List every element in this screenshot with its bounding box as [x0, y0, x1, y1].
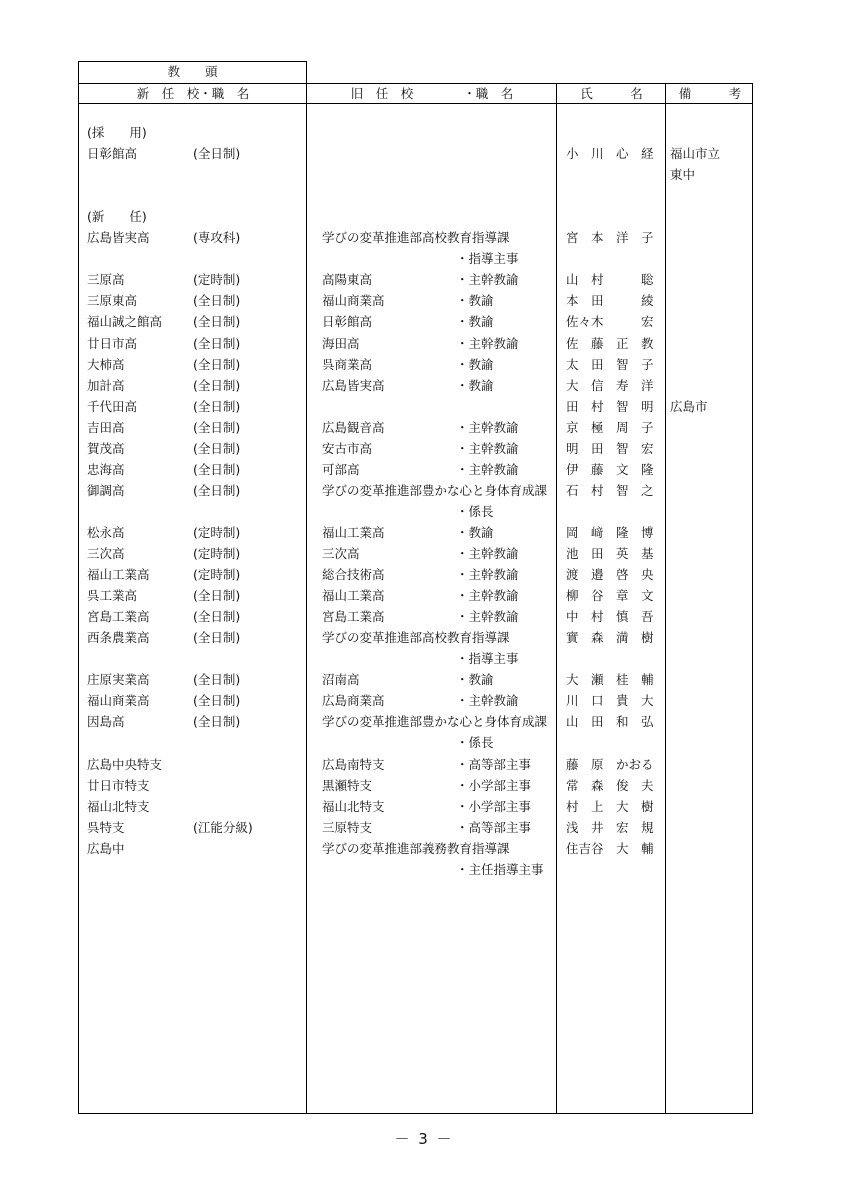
- former-position: ・主任指導主事: [456, 861, 544, 877]
- new-school: 三原高: [87, 272, 125, 288]
- new-school: 加計高: [87, 377, 125, 393]
- new-school: 呉工業高: [87, 588, 138, 604]
- former-school: 可部高: [322, 461, 360, 477]
- former-school: 沼南高: [322, 672, 360, 688]
- person-name: 實 森 満 樹: [566, 630, 654, 646]
- former-school: 安古市高: [322, 440, 373, 456]
- remarks: 広島市: [670, 398, 708, 414]
- course: (定時制): [193, 546, 241, 561]
- new-school: (新 任): [87, 209, 147, 225]
- course: (全日制): [193, 461, 241, 477]
- person-name: 池 田 英 基: [566, 546, 654, 561]
- remarks: 福山市立: [670, 146, 721, 162]
- former-school: 福山工業高: [322, 588, 385, 604]
- person-name: 村 上 大 樹: [566, 798, 654, 814]
- person-name: 明 田 智 宏: [566, 440, 654, 456]
- table-title: 教 頭: [167, 64, 218, 79]
- header-name: 氏 名: [580, 86, 643, 101]
- person-name: 藤 原 かおる: [566, 756, 654, 772]
- former-school: 学びの変革推進部義務教育指導課: [322, 840, 510, 856]
- former-position: ・主幹教諭: [456, 461, 519, 477]
- former-school: 学びの変革推進部高校教育指導課: [322, 630, 510, 646]
- former-position: ・主幹教諭: [456, 440, 519, 456]
- former-school: 広島南特支: [322, 756, 385, 772]
- course: (全日制): [193, 714, 241, 730]
- course: (全日制): [193, 482, 241, 498]
- new-school: (採 用): [87, 125, 147, 140]
- former-position: ・小学部主事: [456, 798, 532, 814]
- former-school: 宮島工業高: [322, 609, 385, 625]
- page-number: － 3 －: [394, 1130, 454, 1148]
- person-name: 京 極 周 子: [566, 419, 654, 435]
- former-school: 日彰館高: [322, 314, 373, 330]
- course: (全日制): [193, 630, 241, 646]
- former-position: ・教諭: [456, 377, 494, 393]
- person-name: 伊 藤 文 隆: [566, 461, 654, 477]
- person-name: 山 村 聡: [566, 272, 654, 288]
- course: (全日制): [193, 314, 241, 330]
- former-position: ・高等部主事: [456, 819, 532, 835]
- header-remarks: 備 考: [678, 86, 742, 101]
- former-school: 広島観音高: [322, 419, 385, 435]
- former-position: ・主幹教諭: [456, 693, 519, 709]
- new-school: 三原東高: [87, 293, 138, 309]
- course: (全日制): [193, 398, 241, 414]
- course: (全日制): [193, 356, 241, 372]
- new-school: 宮島工業高: [87, 609, 150, 625]
- person-name: 中 村 慎 吾: [566, 609, 654, 625]
- person-name: 大 瀬 桂 輔: [566, 672, 654, 688]
- former-position: ・主幹教諭: [456, 546, 519, 561]
- former-position: ・主幹教諭: [456, 567, 519, 583]
- new-school: 大柿高: [87, 356, 125, 372]
- person-name: 佐 藤 正 教: [566, 335, 654, 351]
- new-school: 廿日市特支: [87, 777, 150, 793]
- former-school: 三次高: [322, 546, 360, 561]
- new-school: 三次高: [87, 546, 125, 561]
- former-school: 呉商業高: [322, 356, 373, 372]
- new-school: 賀茂高: [87, 440, 125, 456]
- new-school: 福山工業高: [87, 567, 150, 583]
- former-position: ・高等部主事: [456, 756, 532, 772]
- new-school: 御調高: [87, 482, 125, 498]
- new-school: 広島中: [87, 840, 125, 856]
- new-school: 福山商業高: [87, 693, 150, 709]
- new-school: 西条農業高: [87, 630, 150, 646]
- remarks: 東中: [670, 167, 696, 183]
- course: (定時制): [193, 272, 241, 288]
- course: (全日制): [193, 588, 241, 604]
- former-position: ・主幹教諭: [456, 335, 519, 351]
- person-name: 大 信 寿 洋: [566, 377, 654, 393]
- new-school: 庄原実業高: [87, 672, 150, 688]
- new-school: 日彰館高: [87, 146, 138, 162]
- former-position: ・教諭: [456, 356, 494, 372]
- person-name: 住吉谷 大 輔: [566, 840, 654, 856]
- course: (全日制): [193, 377, 241, 393]
- new-school: 松永高: [87, 524, 125, 540]
- header-former-post: 旧 任 校 ・職 名: [350, 86, 514, 101]
- former-position: ・係長: [456, 735, 494, 751]
- person-name: 田 村 智 明: [566, 398, 654, 414]
- person-name: 佐々木 宏: [566, 314, 654, 330]
- former-school: 学びの変革推進部豊かな心と身体育成課: [322, 714, 548, 730]
- former-position: ・小学部主事: [456, 777, 532, 793]
- former-position: ・主幹教諭: [456, 588, 519, 604]
- new-school: 因島高: [87, 714, 125, 730]
- course: (全日制): [193, 693, 241, 709]
- new-school: 千代田高: [87, 398, 138, 414]
- new-school: 忠海高: [87, 461, 125, 477]
- former-school: 黒瀬特支: [322, 777, 373, 793]
- former-position: ・指導主事: [456, 251, 519, 267]
- new-school: 広島皆実高: [87, 230, 150, 246]
- person-name: 山 田 和 弘: [566, 714, 654, 730]
- former-school: 三原特支: [322, 819, 373, 835]
- course: (専攻科): [193, 230, 241, 246]
- person-name: 小 川 心 経: [566, 146, 654, 162]
- new-school: 福山誠之館高: [87, 314, 163, 330]
- course: (全日制): [193, 293, 241, 309]
- former-position: ・主幹教諭: [456, 419, 519, 435]
- course: (全日制): [193, 146, 241, 162]
- former-school: 学びの変革推進部高校教育指導課: [322, 230, 510, 246]
- course: (定時制): [193, 524, 241, 540]
- new-school: 廿日市高: [87, 335, 138, 351]
- former-position: ・教諭: [456, 293, 494, 309]
- new-school: 吉田高: [87, 419, 125, 435]
- former-position: ・教諭: [456, 672, 494, 688]
- former-school: 学びの変革推進部豊かな心と身体育成課: [322, 482, 548, 498]
- course: (定時制): [193, 567, 241, 583]
- person-name: 柳 谷 章 文: [566, 588, 654, 604]
- course: (全日制): [193, 609, 241, 625]
- former-school: 広島商業高: [322, 693, 385, 709]
- person-name: 本 田 綾: [566, 293, 654, 309]
- former-school: 総合技術高: [322, 567, 385, 583]
- former-school: 広島皆実高: [322, 377, 385, 393]
- former-position: ・主幹教諭: [456, 272, 519, 288]
- person-name: 岡 﨑 隆 博: [566, 524, 654, 540]
- course: (全日制): [193, 440, 241, 456]
- new-school: 呉特支: [87, 819, 125, 835]
- former-school: 海田高: [322, 335, 360, 351]
- former-school: 福山北特支: [322, 798, 385, 814]
- former-school: 高陽東高: [322, 272, 373, 288]
- former-school: 福山商業高: [322, 293, 385, 309]
- course: (全日制): [193, 419, 241, 435]
- former-school: 福山工業高: [322, 524, 385, 540]
- former-position: ・係長: [456, 503, 494, 519]
- new-school: 広島中央特支: [87, 756, 163, 772]
- course: (全日制): [193, 672, 241, 688]
- former-position: ・教諭: [456, 524, 494, 540]
- column-divider: [306, 83, 307, 1114]
- header-new-post: 新 任 校・職 名: [136, 86, 250, 101]
- former-position: ・主幹教諭: [456, 609, 519, 625]
- person-name: 川 口 貴 大: [566, 693, 654, 709]
- person-name: 渡 邉 啓 央: [566, 567, 654, 583]
- course: (江能分級): [193, 819, 253, 835]
- column-divider: [556, 83, 557, 1114]
- person-name: 石 村 智 之: [566, 482, 654, 498]
- new-school: 福山北特支: [87, 798, 150, 814]
- person-name: 太 田 智 子: [566, 356, 654, 372]
- person-name: 宮 本 洋 子: [566, 230, 654, 246]
- former-position: ・教諭: [456, 314, 494, 330]
- course: (全日制): [193, 335, 241, 351]
- person-name: 常 森 俊 夫: [566, 777, 654, 793]
- former-position: ・指導主事: [456, 651, 519, 667]
- person-name: 浅 井 宏 規: [566, 819, 654, 835]
- column-divider: [665, 83, 666, 1114]
